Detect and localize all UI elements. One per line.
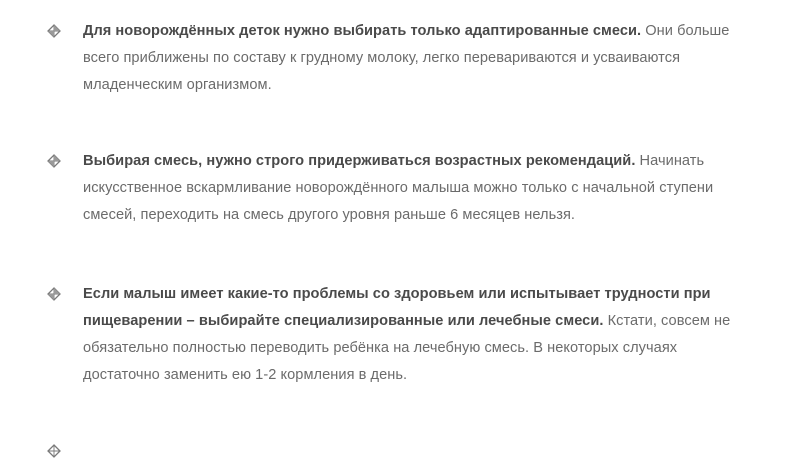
text-line: всего приближены по составу к грудному молоку, легко перевариваются и усваиваются	[83, 50, 681, 66]
diamond-bullet-icon	[47, 444, 61, 458]
text-line: обязательно полностью переводить ребёнка на лечебную смесь. В некоторых случаях	[83, 340, 678, 356]
text-line: искусственное вскармливание новорождённого малыша можно только с начальной ступени	[83, 180, 714, 196]
list-item-text	[83, 148, 783, 229]
text-line: Для новорождённых деток нужно выбирать только адаптированные смеси. Они больше	[83, 23, 730, 39]
text-line: Выбирая смесь, нужно строго придерживаться возрастных рекомендаций. Начинать	[83, 153, 705, 169]
text-line: пищеварении – выбирайте специализированные или лечебные смеси. Кстати, совсем не	[83, 313, 731, 329]
text-line: младенческим организмом.	[83, 77, 272, 93]
text-line: достаточно заменить ею 1-2 кормления в день.	[83, 367, 408, 383]
text-line: Если малыш имеет какие-то проблемы со здоровьем или испытывает трудности при	[83, 286, 711, 302]
diamond-bullet-icon	[47, 287, 61, 301]
list-item-text	[83, 281, 783, 389]
diamond-bullet-icon	[47, 24, 61, 38]
list-item-text	[83, 18, 783, 99]
diamond-bullet-icon	[47, 154, 61, 168]
text-line: смесей, переходить на смесь другого уровня раньше 6 месяцев нельзя.	[83, 207, 576, 223]
